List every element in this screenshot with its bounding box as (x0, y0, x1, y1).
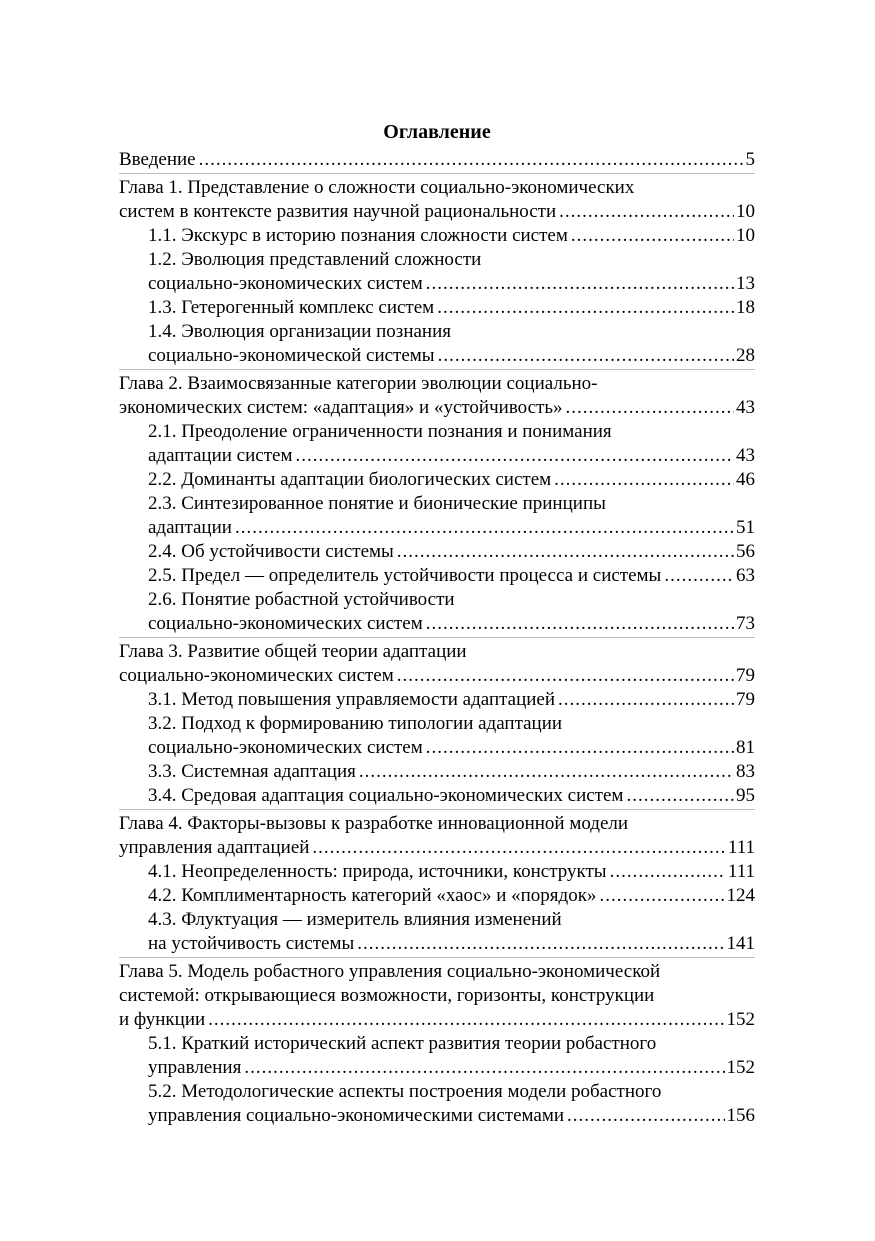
dot-leader (559, 200, 734, 224)
toc-entry-title-line: системой: открывающиеся возможности, горизонты, конструкции (119, 985, 655, 1006)
toc-entry-leader-line (119, 664, 755, 688)
dot-leader (626, 784, 734, 808)
toc-entry-title: управления адаптацией (119, 837, 310, 858)
toc-entry-title-line: 1.2. Эволюция представлений сложности (148, 249, 482, 270)
toc-chapter-entry[interactable] (119, 812, 755, 860)
toc-entry-title-line: Глава 1. Представление о сложности социально-экономических (119, 177, 635, 198)
toc-entry-title: социально-экономических систем (148, 273, 423, 294)
toc-section-entry[interactable] (148, 296, 755, 320)
chapter-divider (119, 369, 755, 370)
toc-page-number: 141 (726, 933, 755, 954)
toc-entry-leader-line (148, 1056, 755, 1080)
chapter-divider (119, 809, 755, 810)
dot-leader (397, 540, 734, 564)
dot-leader (208, 1008, 724, 1032)
dot-leader (664, 564, 734, 588)
toc-entry-leader-line (148, 272, 755, 296)
toc-entry-leader-line (148, 1104, 755, 1128)
toc-entry-title-line: Глава 4. Факторы-вызовы к разработке инновационной модели (119, 813, 629, 834)
toc-entry-leader-line (148, 884, 755, 908)
toc-chapter-entry[interactable] (119, 176, 755, 224)
toc-entry-title: социально-экономических систем (148, 737, 423, 758)
toc-section-entry[interactable] (148, 588, 755, 636)
toc-title: Оглавление (383, 121, 491, 143)
dot-leader (567, 1104, 724, 1128)
dot-leader (426, 272, 734, 296)
toc-entry-leader-line (148, 516, 755, 540)
toc-entry-leader-line (148, 860, 755, 884)
toc-page-number: 156 (726, 1105, 755, 1126)
toc-page-number: 111 (727, 861, 755, 882)
toc-entry-leader-line (119, 1008, 755, 1032)
dot-leader (295, 444, 734, 468)
toc-section-entry[interactable] (148, 1080, 755, 1128)
dot-leader (235, 516, 734, 540)
dot-leader (244, 1056, 724, 1080)
toc-page-number: 46 (736, 469, 755, 490)
toc-chapter-entry[interactable] (119, 960, 755, 1032)
toc-page-number: 51 (736, 517, 755, 538)
dot-leader (397, 664, 734, 688)
chapter-divider (119, 637, 755, 638)
dot-leader (312, 836, 725, 860)
toc-entry-title: 2.5. Предел — определитель устойчивости процесса и системы (148, 565, 662, 586)
dot-leader (359, 760, 734, 784)
toc-entry-title: Введение (119, 149, 196, 170)
dot-leader (610, 860, 726, 884)
toc-page-number: 10 (736, 225, 755, 246)
toc-entry-leader-line (119, 836, 755, 860)
toc-entry-leader-line (148, 736, 755, 760)
toc-page-number: 13 (736, 273, 755, 294)
dot-leader (566, 396, 734, 420)
toc-page-number: 124 (726, 885, 755, 906)
toc-section-entry[interactable] (148, 1032, 755, 1080)
toc-entry-leader-line (148, 784, 755, 808)
toc-section-entry[interactable] (148, 908, 755, 956)
toc-page-number: 83 (736, 761, 755, 782)
toc-page-number: 95 (736, 785, 755, 806)
toc-entry-title: социально-экономических систем (119, 665, 394, 686)
toc-section-entry[interactable] (148, 224, 755, 248)
toc-section-entry[interactable] (148, 688, 755, 712)
toc-entry-title-line: 3.2. Подход к формированию типологии адаптации (148, 713, 563, 734)
toc-entry-title: 4.2. Комплиментарность категорий «хаос» и «порядок» (148, 885, 597, 906)
toc-entry-leader-line (119, 200, 755, 224)
toc-chapter-entry[interactable] (119, 148, 755, 172)
toc-section-entry[interactable] (148, 564, 755, 588)
toc-section-entry[interactable] (148, 420, 755, 468)
toc-entry-leader-line (148, 468, 755, 492)
toc-page-number: 73 (736, 613, 755, 634)
toc-entry-title: 3.3. Системная адаптация (148, 761, 356, 782)
toc-entry-title: социально-экономических систем (148, 613, 423, 634)
toc-entry-title-line: 1.4. Эволюция организации познания (148, 321, 451, 342)
toc-entry-title: управления социально-экономическими системами (148, 1105, 565, 1126)
dot-leader (571, 224, 734, 248)
toc-entry-title: адаптации (148, 517, 232, 538)
toc-entry-title: систем в контексте развития научной рациональности (119, 201, 557, 222)
toc-entry-title: 1.3. Гетерогенный комплекс систем (148, 297, 435, 318)
toc-entry-leader-line (148, 932, 755, 956)
toc-section-entry[interactable] (148, 468, 755, 492)
toc-entry-leader-line (148, 224, 755, 248)
toc-page-number: 43 (736, 445, 755, 466)
dot-leader (357, 932, 724, 956)
dot-leader (599, 884, 724, 908)
toc-entry-title-line: 5.1. Краткий исторический аспект развития теории робастного (148, 1033, 657, 1054)
toc-section-entry[interactable] (148, 320, 755, 368)
toc-section-entry[interactable] (148, 248, 755, 296)
toc-section-entry[interactable] (148, 712, 755, 760)
toc-entry-title-line: 2.3. Синтезированное понятие и бионические принципы (148, 493, 606, 514)
toc-entry-title: на устойчивость системы (148, 933, 355, 954)
toc-entry-leader-line (148, 760, 755, 784)
toc-page-number: 111 (727, 837, 755, 858)
toc-entry-leader-line (148, 540, 755, 564)
toc-entry-leader-line (148, 344, 755, 368)
toc-page-number: 152 (726, 1057, 755, 1078)
dot-leader (554, 468, 734, 492)
toc-page-number: 56 (736, 541, 755, 562)
dot-leader (199, 148, 744, 172)
toc-entry-title: и функции (119, 1009, 206, 1030)
toc-page-number: 43 (736, 397, 755, 418)
toc-page-number: 152 (726, 1009, 755, 1030)
toc-entry-title: 4.1. Неопределенность: природа, источники, конструкты (148, 861, 607, 882)
toc-section-entry[interactable] (148, 492, 755, 540)
toc-entry-title: 1.1. Экскурс в историю познания сложности систем (148, 225, 568, 246)
toc-page-number: 81 (736, 737, 755, 758)
toc-page-number: 79 (736, 665, 755, 686)
toc-page-number: 18 (736, 297, 755, 318)
toc-entry-title: экономических систем: «адаптация» и «устойчивость» (119, 397, 563, 418)
chapter-divider (119, 173, 755, 174)
toc-entry-title-line: 2.1. Преодоление ограниченности познания и понимания (148, 421, 612, 442)
toc-entry-title: 3.1. Метод повышения управляемости адаптацией (148, 689, 556, 710)
toc-entry-leader-line (119, 396, 755, 420)
toc-section-entry[interactable] (148, 540, 755, 564)
dot-leader (437, 296, 734, 320)
toc-section-entry[interactable] (148, 884, 755, 908)
toc-entry-leader-line (119, 148, 755, 172)
toc-entry-title-line: Глава 2. Взаимосвязанные категории эволюции социально- (119, 373, 598, 394)
toc-entry-leader-line (148, 296, 755, 320)
chapter-divider (119, 957, 755, 958)
dot-leader (426, 612, 734, 636)
toc-entry-title: адаптации систем (148, 445, 293, 466)
toc-entry-leader-line (148, 688, 755, 712)
toc-entry-title: 2.4. Об устойчивости системы (148, 541, 394, 562)
toc-chapter-entry[interactable] (119, 640, 755, 688)
toc-page-number: 28 (736, 345, 755, 366)
toc-list (119, 148, 755, 1128)
toc-entry-title-line: Глава 5. Модель робастного управления социально-экономической (119, 961, 661, 982)
dot-leader (438, 344, 734, 368)
dot-leader (426, 736, 734, 760)
dot-leader (558, 688, 734, 712)
toc-section-entry[interactable] (148, 860, 755, 884)
toc-page-number: 10 (736, 201, 755, 222)
table-of-contents (119, 118, 755, 1128)
toc-entry-title-line: 4.3. Флуктуация — измеритель влияния изменений (148, 909, 562, 930)
toc-section-entry[interactable] (148, 784, 755, 808)
toc-entry-title-line: 5.2. Методологические аспекты построения модели робастного (148, 1081, 662, 1102)
toc-entry-title: социально-экономической системы (148, 345, 435, 366)
toc-entry-title: 2.2. Доминанты адаптации биологических систем (148, 469, 552, 490)
toc-entry-title: 3.4. Средовая адаптация социально-экономических систем (148, 785, 624, 806)
toc-entry-title-line: 2.6. Понятие робастной устойчивости (148, 589, 455, 610)
toc-entry-title: управления (148, 1057, 242, 1078)
toc-entry-leader-line (148, 444, 755, 468)
toc-chapter-entry[interactable] (119, 372, 755, 420)
toc-page-number: 63 (736, 565, 755, 586)
toc-section-entry[interactable] (148, 760, 755, 784)
toc-entry-leader-line (148, 564, 755, 588)
toc-page-number: 5 (745, 149, 755, 170)
toc-entry-leader-line (148, 612, 755, 636)
toc-entry-title-line: Глава 3. Развитие общей теории адаптации (119, 641, 467, 662)
toc-page-number: 79 (736, 689, 755, 710)
